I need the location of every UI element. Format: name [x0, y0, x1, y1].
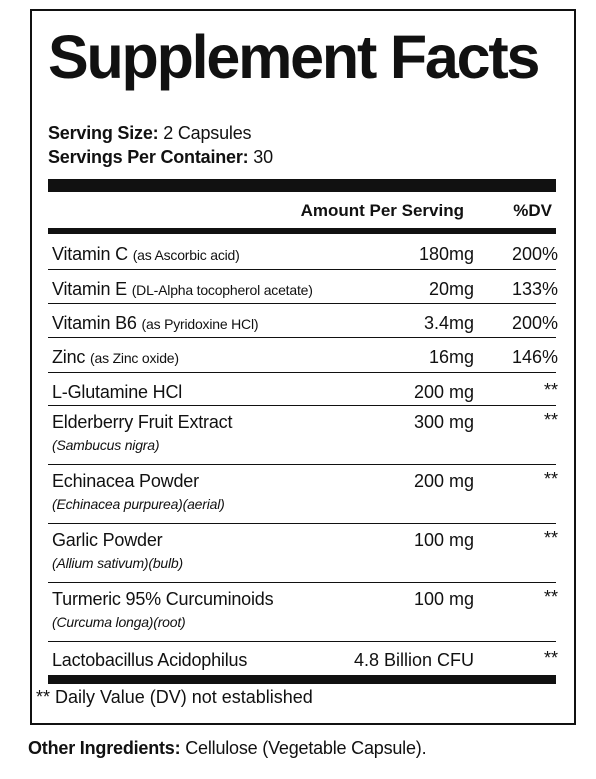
dv-value: 200%: [511, 244, 558, 264]
dv-value: **: [543, 648, 558, 668]
nutrient-name: Lactobacillus Acidophilus: [52, 650, 248, 670]
row-divider: [48, 641, 556, 642]
nutrient-source: (as Zinc oxide): [90, 350, 179, 366]
amount-value: 300 mg: [413, 412, 474, 432]
nutrient-name: Turmeric 95% Curcuminoids: [52, 589, 274, 609]
amount-value: 16mg: [428, 347, 474, 367]
nutrient-name: Zinc: [52, 347, 86, 367]
amount-value: 3.4mg: [423, 313, 474, 333]
dv-value: 200%: [511, 313, 558, 333]
amount-value: 4.8 Billion CFU: [353, 650, 474, 670]
dv-value: **: [543, 380, 558, 400]
other-ingredients-value: Cellulose (Vegetable Capsule).: [185, 738, 427, 758]
divider-thick-bottom: [48, 675, 556, 684]
panel-title: Supplement Facts: [48, 23, 539, 91]
dv-value: 146%: [511, 347, 558, 367]
nutrient-source: (DL-Alpha tocopherol acetate): [131, 282, 313, 298]
amount-value: 200 mg: [413, 471, 474, 491]
column-header-dv: %DV: [513, 201, 552, 220]
row-divider: [48, 405, 556, 406]
amount-value: 100 mg: [413, 589, 474, 609]
amount-value: 20mg: [428, 279, 474, 299]
nutrient-name: Garlic Powder: [52, 530, 163, 550]
nutrient-source: (as Pyridoxine HCl): [141, 316, 259, 332]
nutrient-latin-name: (Curcuma longa)(root): [52, 614, 186, 630]
nutrient-name: Vitamin C: [52, 244, 128, 264]
row-divider: [48, 269, 556, 270]
dv-value: **: [543, 587, 558, 607]
other-ingredients-label: Other Ingredients:: [28, 738, 181, 758]
other-ingredients: [28, 738, 426, 759]
dv-value: **: [543, 469, 558, 489]
divider-header: [48, 228, 556, 234]
nutrient-name: L-Glutamine HCl: [52, 382, 183, 402]
nutrient-latin-name: (Allium sativum)(bulb): [52, 555, 183, 571]
row-divider: [48, 582, 556, 583]
nutrient-name: Vitamin B6: [52, 313, 137, 333]
dv-value: **: [543, 410, 558, 430]
servings-per-container-value: 30: [253, 147, 273, 167]
row-divider: [48, 372, 556, 373]
column-header-amount: Amount Per Serving: [300, 201, 464, 220]
serving-size-value: 2 Capsules: [163, 123, 252, 143]
nutrient-name: Elderberry Fruit Extract: [52, 412, 233, 432]
row-divider: [48, 303, 556, 304]
nutrient-latin-name: (Echinacea purpurea)(aerial): [52, 496, 225, 512]
dv-footnote: ** Daily Value (DV) not established: [36, 687, 313, 707]
row-divider: [48, 337, 556, 338]
serving-size: [48, 123, 251, 144]
nutrient-source: (as Ascorbic acid): [132, 247, 240, 263]
servings-per-container-label: Servings Per Container:: [48, 147, 249, 167]
row-divider: [48, 523, 556, 524]
nutrient-latin-name: (Sambucus nigra): [52, 437, 160, 453]
amount-value: 100 mg: [413, 530, 474, 550]
dv-value: **: [543, 528, 558, 548]
supplement-facts-panel: [30, 9, 576, 725]
amount-value: 200 mg: [413, 382, 474, 402]
nutrient-name: Echinacea Powder: [52, 471, 199, 491]
serving-size-label: Serving Size:: [48, 123, 159, 143]
row-divider: [48, 464, 556, 465]
divider-thick-top: [48, 179, 556, 192]
nutrient-name: Vitamin E: [52, 279, 127, 299]
amount-value: 180mg: [418, 244, 474, 264]
dv-value: 133%: [511, 279, 558, 299]
servings-per-container: [48, 147, 273, 168]
